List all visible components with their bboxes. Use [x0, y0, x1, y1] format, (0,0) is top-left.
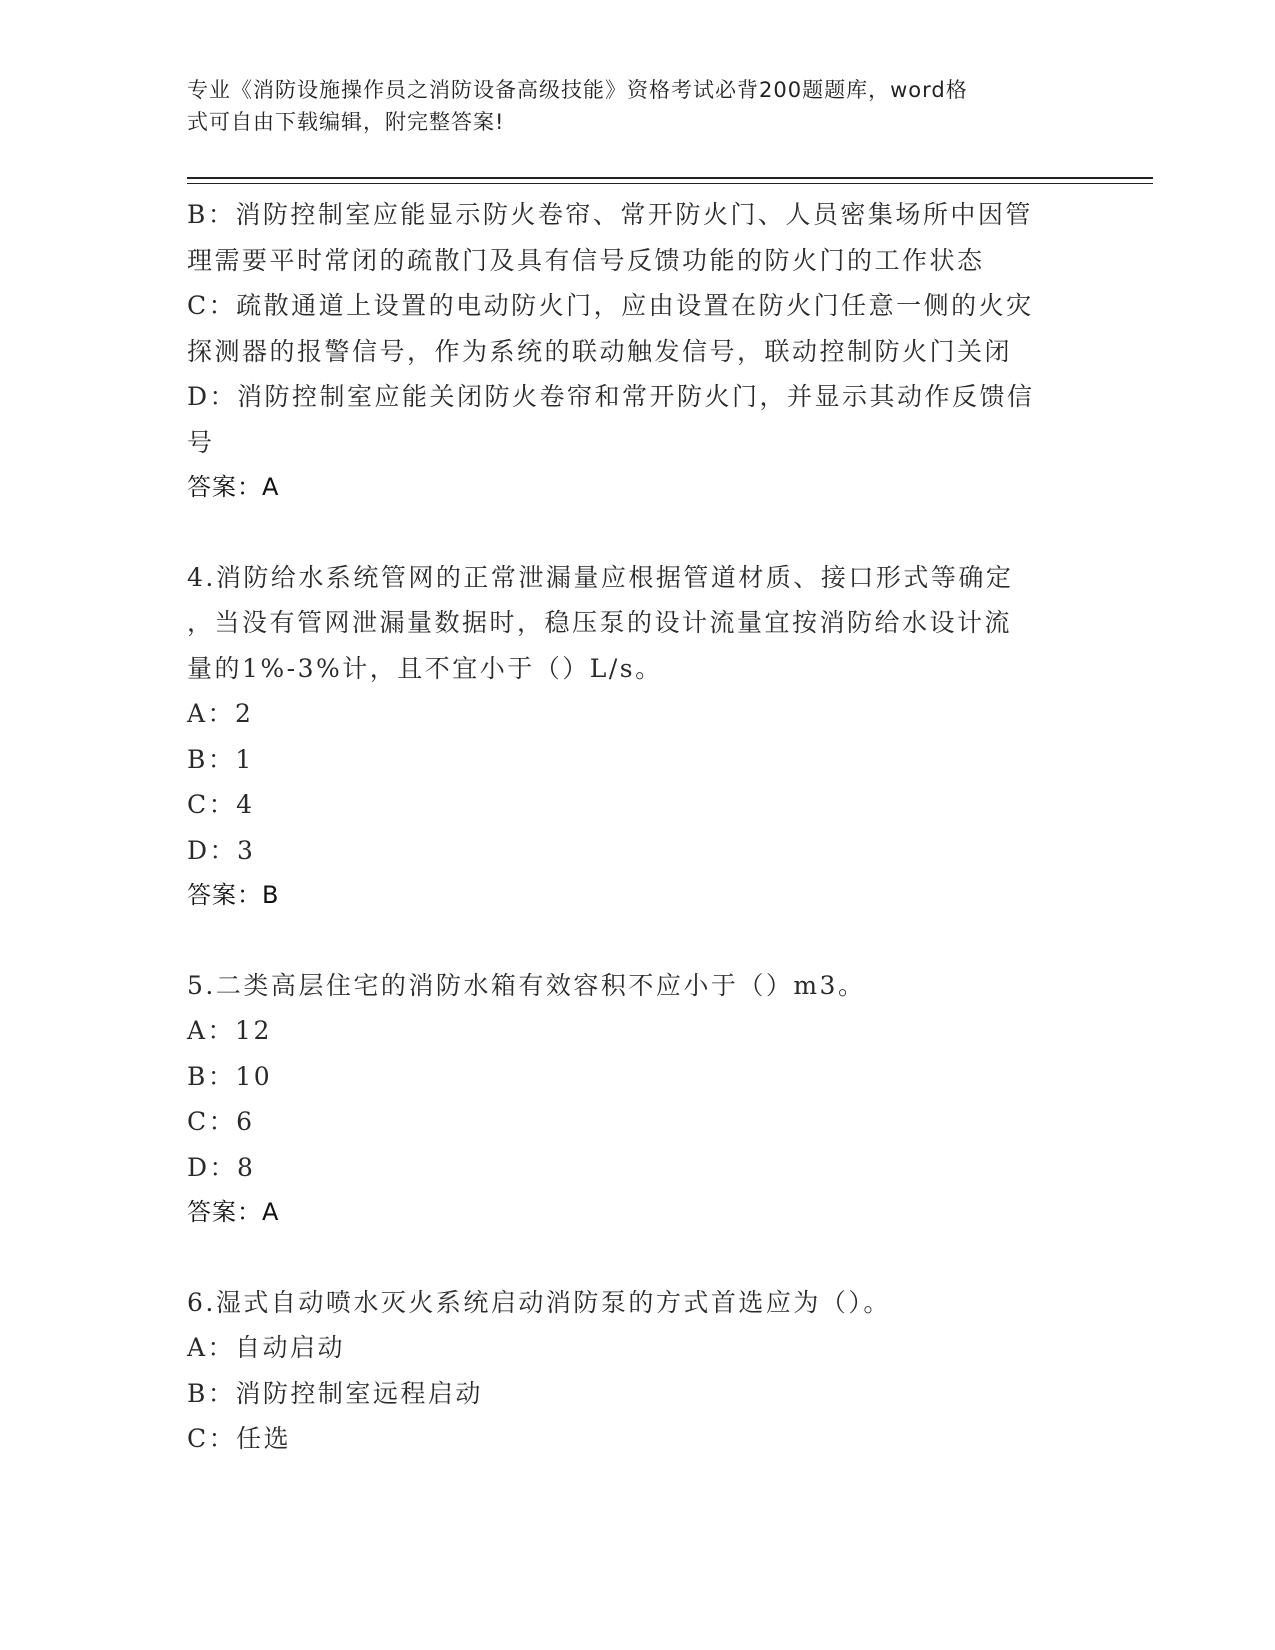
answer-label: 答案：B [187, 881, 280, 909]
question-stem: 6.湿式自动喷水灭火系统启动消防泵的方式首选应为（）。 [187, 1287, 891, 1317]
spacer [187, 1236, 1087, 1280]
question-stem: 4.消防给水系统管网的正常泄漏量应根据管道材质、接口形式等确定 [187, 562, 1014, 592]
header-divider-thin [187, 183, 1153, 184]
answer-label: 答案：A [187, 1198, 280, 1226]
spacer [187, 511, 1087, 555]
option-line: 探测器的报警信号，作为系统的联动触发信号，联动控制防火门关闭 [187, 336, 1013, 366]
spacer [187, 919, 1087, 963]
question-3-tail [187, 192, 1087, 511]
header-title-line-1: 专业《消防设施操作员之消防设备高级技能》资格考试必背200题题库，word格 [187, 78, 968, 102]
option-line: D：消防控制室应能关闭防火卷帘和常开防火门，并显示其动作反馈信 [187, 382, 1035, 411]
option-b: B：1 [187, 744, 254, 774]
option-b: B：消防控制室远程启动 [187, 1378, 483, 1408]
question-stem: 5.二类高层住宅的消防水箱有效容积不应小于（）m3。 [187, 970, 866, 1000]
option-a: A：自动启动 [187, 1333, 346, 1362]
option-c: C：6 [187, 1107, 255, 1136]
question-stem: 量的1%-3%计，且不宜小于（）L/s。 [187, 653, 663, 683]
header-title-line-2: 式可自由下载编辑，附完整答案! [187, 110, 505, 134]
answer-label: 答案：A [187, 473, 280, 501]
question-stem: ，当没有管网泄漏量数据时，稳压泵的设计流量宜按消防给水设计流 [187, 608, 1013, 637]
option-a: A：2 [187, 699, 254, 728]
option-d: D：3 [187, 835, 256, 865]
question-5 [187, 963, 1087, 1236]
question-6 [187, 1280, 1087, 1462]
option-a: A：12 [187, 1016, 272, 1045]
option-c: C：4 [187, 790, 255, 819]
option-line: 号 [187, 427, 215, 457]
option-line: C：疏散通道上设置的电动防火门，应由设置在防火门任意一侧的火灾 [187, 291, 1034, 320]
option-d: D：8 [187, 1152, 256, 1182]
option-line: 理需要平时常闭的疏散门及具有信号反馈功能的防火门的工作状态 [187, 245, 985, 275]
question-content [187, 192, 1087, 1462]
option-line: B：消防控制室应能显示防火卷帘、常开防火门、人员密集场所中因管 [187, 200, 1033, 229]
document-header [187, 74, 1067, 138]
header-divider-thick [187, 177, 1153, 179]
question-4 [187, 555, 1087, 919]
option-b: B：10 [187, 1061, 273, 1091]
option-c: C：任选 [187, 1424, 292, 1453]
